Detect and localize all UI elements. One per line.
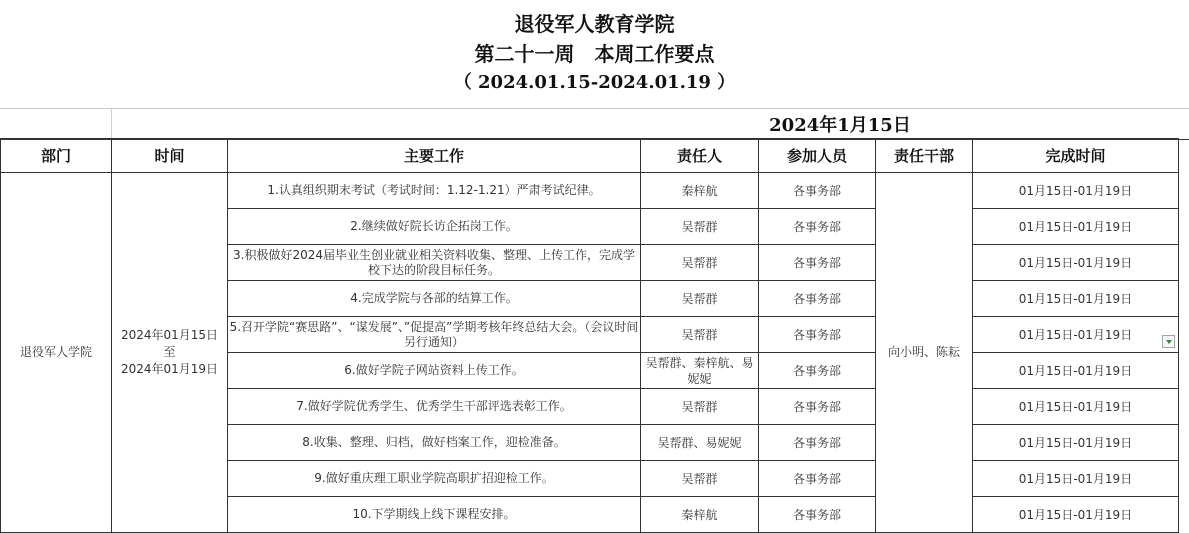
time-end: 2024年01月19日 (120, 362, 219, 376)
col-header-participants[interactable]: 参加人员 (759, 139, 876, 173)
cadre-cell[interactable]: 向小明、陈耘 (876, 173, 973, 533)
participants-cell[interactable]: 各事务部 (759, 245, 876, 281)
task-cell[interactable]: 4.完成学院与各部的结算工作。 (228, 281, 641, 317)
header-row (1, 139, 1179, 173)
owner-cell[interactable]: 吴帮群 (641, 317, 759, 353)
time-to: 至 (163, 345, 176, 359)
participants-cell[interactable]: 各事务部 (759, 497, 876, 533)
task-cell[interactable]: 1.认真组织期末考试（考试时间：1.12-1.21）严肃考试纪律。 (228, 173, 641, 209)
date-range: （ 2024.01.15-2024.01.19 ） (453, 72, 736, 93)
participants-cell[interactable]: 各事务部 (759, 353, 876, 389)
time-start: 2024年01月15日 (120, 328, 219, 342)
period-cell[interactable]: 01月15日-01月19日 (973, 209, 1179, 245)
date-bar-divider (111, 109, 112, 139)
day-label: 2024年1月15日 (769, 115, 911, 136)
task-cell[interactable]: 8.收集、整理、归档，做好档案工作，迎检准备。 (228, 425, 641, 461)
owner-cell[interactable]: 吴帮群 (641, 245, 759, 281)
task-cell[interactable]: 9.做好重庆理工职业学院高职扩招迎检工作。 (228, 461, 641, 497)
col-header-time[interactable]: 时间 (112, 139, 228, 173)
period-cell[interactable]: 01月15日-01月19日 (973, 173, 1179, 209)
owner-cell[interactable]: 吴帮群 (641, 389, 759, 425)
task-cell[interactable]: 10.下学期线上线下课程安排。 (228, 497, 641, 533)
page-title: 退役军人教育学院 (514, 12, 675, 36)
time-span-cell[interactable] (112, 173, 228, 533)
period-cell[interactable]: 01月15日-01月19日 (973, 425, 1179, 461)
work-table (0, 138, 1179, 533)
participants-cell[interactable]: 各事务部 (759, 389, 876, 425)
task-cell[interactable]: 5.召开学院“赛思路”、“谋发展”、”促提高”学期考核年终总结大会。（会议时间另行通知） (228, 317, 641, 353)
period-cell[interactable]: 01月15日-01月19日 (973, 497, 1179, 533)
col-header-department[interactable]: 部门 (1, 139, 112, 173)
cell-dropdown-arrow-icon[interactable] (1162, 335, 1175, 348)
period-cell[interactable]: 01月15日-01月19日 (973, 353, 1179, 389)
period-cell[interactable]: 01月15日-01月19日 (973, 281, 1179, 317)
col-header-main-work[interactable]: 主要工作 (228, 139, 641, 173)
owner-cell[interactable]: 秦梓航 (641, 497, 759, 533)
participants-cell[interactable]: 各事务部 (759, 209, 876, 245)
task-cell[interactable]: 3.积极做好2024届毕业生创业就业相关资料收集、整理、上传工作，完成学校下达的阶段目标任务。 (228, 245, 641, 281)
col-header-cadre[interactable]: 责任干部 (876, 139, 973, 173)
department-cell[interactable]: 退役军人学院 (1, 173, 112, 533)
col-header-owner[interactable]: 责任人 (641, 139, 759, 173)
col-header-completion[interactable]: 完成时间 (973, 139, 1179, 173)
owner-cell[interactable]: 吴帮群 (641, 281, 759, 317)
period-cell[interactable]: 01月15日-01月19日 (973, 461, 1179, 497)
date-bar (0, 108, 1189, 140)
period-cell[interactable]: 01月15日-01月19日 (973, 245, 1179, 281)
period-cell[interactable]: 01月15日-01月19日 (973, 389, 1179, 425)
task-cell[interactable]: 7.做好学院优秀学生、优秀学生干部评选表彰工作。 (228, 389, 641, 425)
week-subtitle: 第二十一周 本周工作要点 (474, 42, 715, 66)
owner-cell[interactable]: 秦梓航 (641, 173, 759, 209)
participants-cell[interactable]: 各事务部 (759, 425, 876, 461)
participants-cell[interactable]: 各事务部 (759, 173, 876, 209)
period-cell[interactable]: 01月15日-01月19日 (973, 317, 1179, 353)
owner-cell[interactable]: 吴帮群 (641, 209, 759, 245)
task-cell[interactable]: 2.继续做好院长访企拓岗工作。 (228, 209, 641, 245)
participants-cell[interactable]: 各事务部 (759, 281, 876, 317)
table-row (1, 173, 1179, 209)
participants-cell[interactable]: 各事务部 (759, 461, 876, 497)
participants-cell[interactable]: 各事务部 (759, 317, 876, 353)
task-cell[interactable]: 6.做好学院子网站资料上传工作。 (228, 353, 641, 389)
owner-cell[interactable]: 吴帮群、易妮妮 (641, 425, 759, 461)
owner-cell[interactable]: 吴帮群、秦梓航、易妮妮 (641, 353, 759, 389)
owner-cell[interactable]: 吴帮群 (641, 461, 759, 497)
